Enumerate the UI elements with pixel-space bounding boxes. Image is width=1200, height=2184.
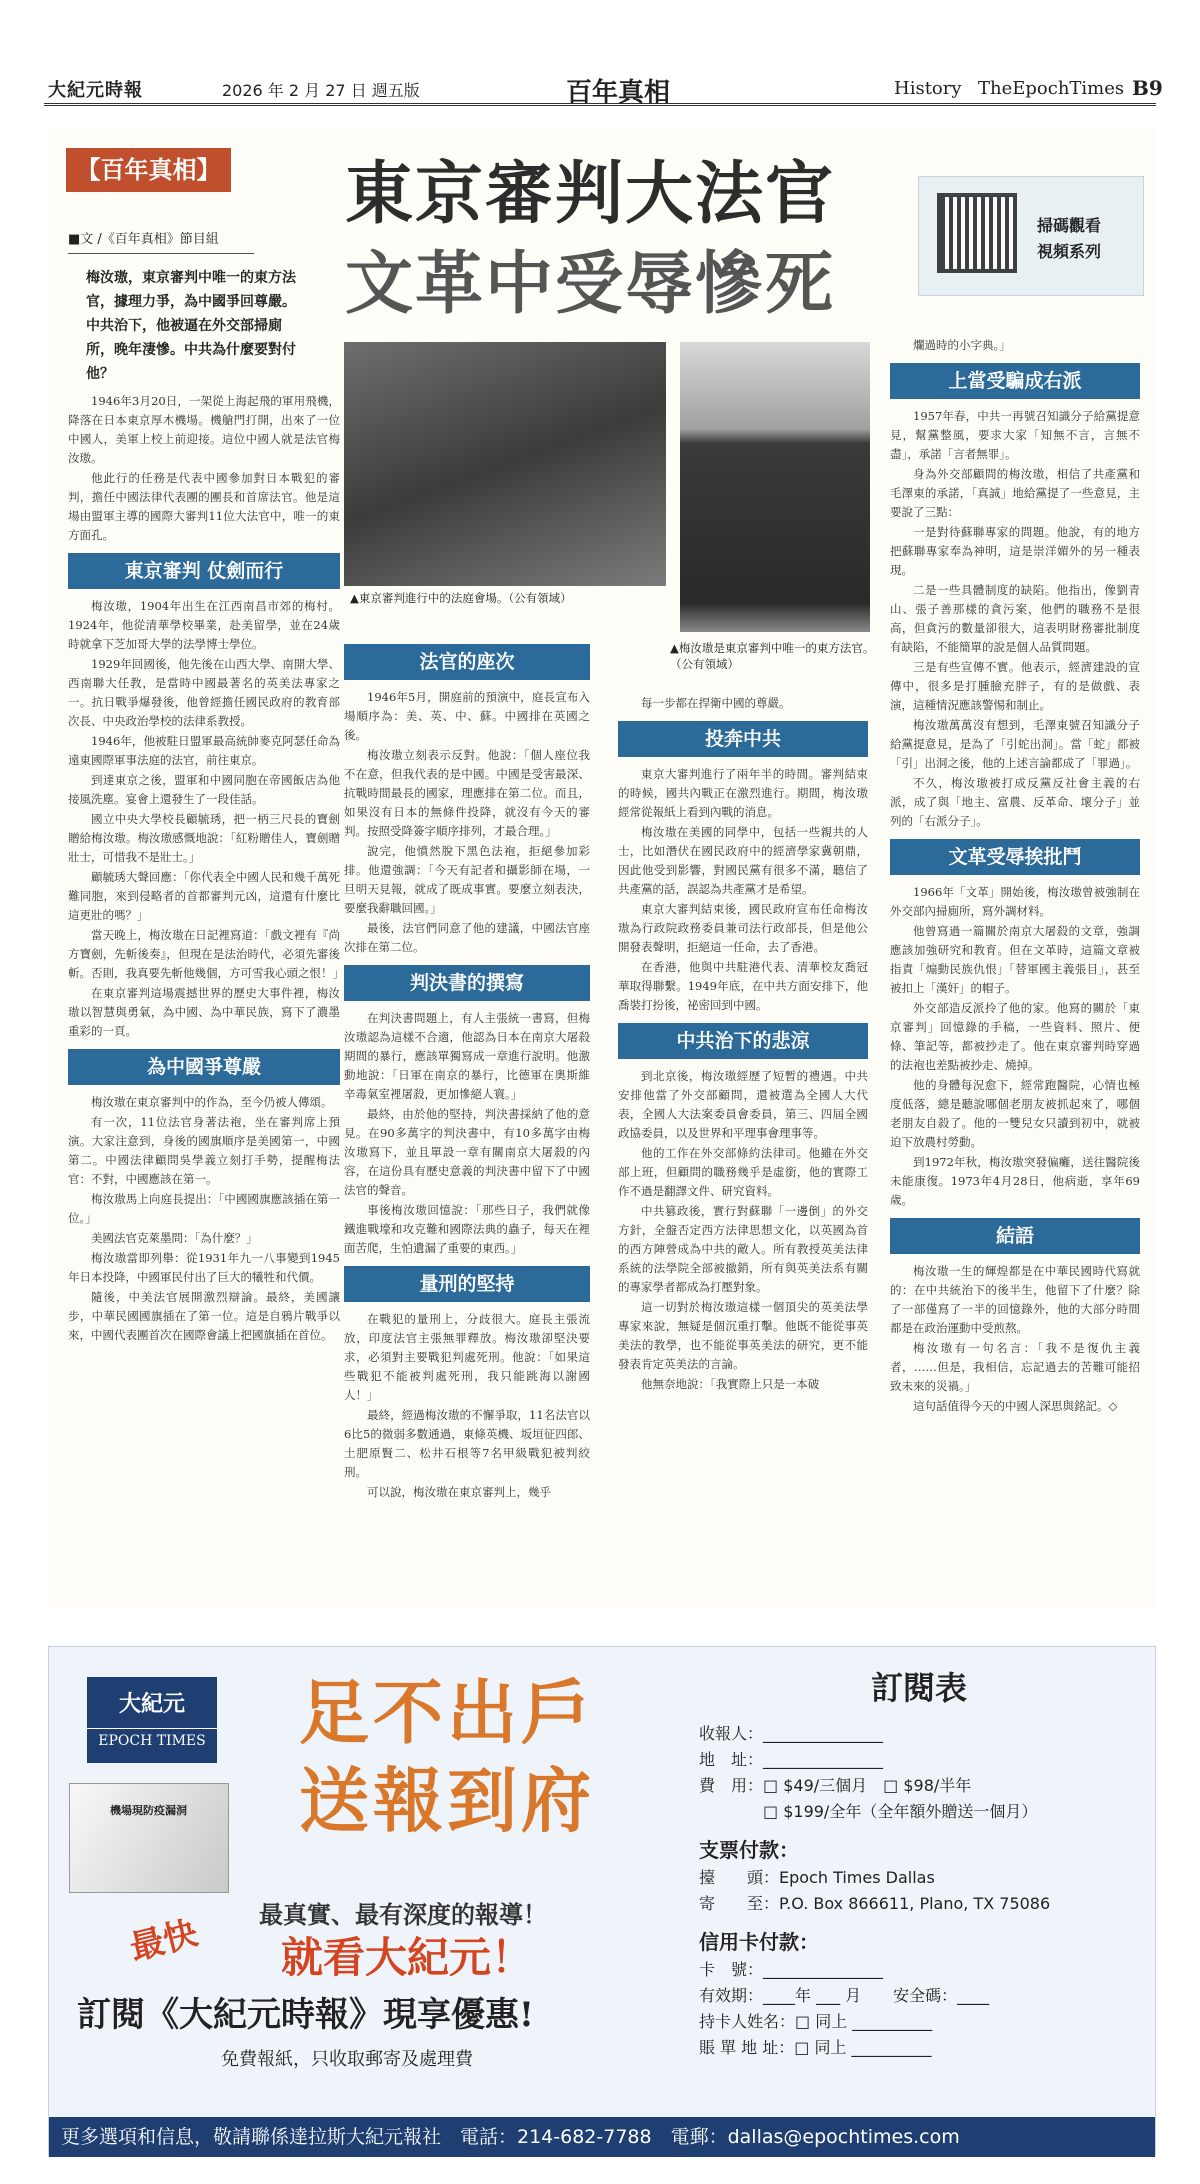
paragraph: 1929年回國後，他先後在山西大學、南開大學、西南聯大任教，是當時中國最著名的英美法專家之一。抗日戰爭爆發後，他曾經擔任國民政府的教育部次長、中央政治學校的法律系教授。 <box>68 657 340 728</box>
paragraph: 他此行的任務是代表中國參加對日本戰犯的審判，擔任中國法律代表團的團長和首席法官。他是這場由盟軍主導的國際大審判11位大法官中，唯一的東方面孔。 <box>68 471 340 542</box>
paragraph: 可以說，梅汝璈在東京審判上，幾乎 <box>367 1485 551 1499</box>
paragraph: 事後梅汝璈回憶說：「那些日子，我們就像鐵進戰壕和攻克難和國際法典的蟲子，每天在裡面苦爬，生怕遺漏了重要的東西。」 <box>344 1203 590 1255</box>
judge-portrait-photo <box>680 342 870 632</box>
form-row[interactable]: 持卡人姓名：□ 同上 __________ <box>699 2012 933 2031</box>
column-2 <box>344 636 590 1503</box>
paragraph: 1946年3月20日，一架從上海起飛的軍用飛機，降落在日本東京厚木機場。機艙門打開，出來了一位中國人，美軍上校上前迎接。這位中國人就是法官梅汝璈。 <box>68 394 340 465</box>
paragraph: 在香港，他與中共駐港代表、清華校友喬冠華取得聯繫。1949年底，在中共方面安排下，他喬裝打扮後，祕密回到中國。 <box>618 960 868 1012</box>
column-4 <box>890 336 1140 1417</box>
epoch-times-logo: 大紀元 EPOCH TIMES <box>87 1677 217 1763</box>
paragraph: 國立中央大學校長顧毓琇，把一柄三尺長的寶劍贈給梅汝璈。梅汝璈感慨地說：「紅粉贈佳人，寶劍贈壯士，可惜我不是壯士。」 <box>68 812 340 864</box>
card-payment-heading: 信用卡付款： <box>699 1930 819 1954</box>
form-row[interactable]: 地 址：_______________ <box>699 1750 884 1769</box>
paragraph: 這一切對於梅汝璈這樣一個頂尖的英美法學專家來說，無疑是個沉重打擊。他既不能從事英美法的教學，也不能從事英美法的研究，更不能發表肯定英美法的言論。 <box>618 1300 868 1371</box>
paragraph: 在判決書問題上，有人主張統一書寫，但梅汝璈認為這樣不合適，他認為日本在南京大屠殺期間的暴行，應該單獨寫成一章進行說明。他激動地說：「日軍在南京的暴行，比德軍在奧斯維辛毒氣室裡屠殺，更加慘絕人寰。」 <box>344 1011 590 1101</box>
paragraph: 在戰犯的量刑上，分歧很大。庭長主張流放，印度法官主張無罪釋放。梅汝璈卻堅決要求，必須對主要戰犯判處死刑。他說：「如果這些戰犯不能被判處死刑，我只能跳海以謝國人！」 <box>344 1312 590 1402</box>
form-row[interactable]: 寄 至：P.O. Box 866611, Plano, TX 75086 <box>699 1894 1051 1913</box>
paragraph: 東京大審判結束後，國民政府宣布任命梅汝璈為行政院政務委員兼司法行政部長，但是他公開發表聲明，拒絕這一任命，去了香港。 <box>618 902 868 954</box>
paragraph: 梅汝璈一生的輝煌都是在中華民國時代寫就的：在中共統治下的後半生，他留下了什麼？除了一部僅寫了一半的回憶錄外，他的大部分時間都是在政治運動中受煎熬。 <box>890 1264 1140 1335</box>
paragraph: 這句話值得今天的中國人深思與銘記。◇ <box>913 1399 1118 1413</box>
paragraph: 最後，法官們同意了他的建議，中國法官座次排在第二位。 <box>344 921 590 954</box>
paragraph: 1957年春，中共一再號召知識分子給黨提意見，幫黨整風，要求大家「知無不言，言無不盡」，承諾「言者無罪」。 <box>890 409 1140 461</box>
courtroom-photo <box>344 342 666 586</box>
paragraph: 最終，經過梅汝璈的不懈爭取，11名法官以6比5的微弱多數通過，東條英機、坂垣征四郎、土肥原賢二、松井石根等7名甲級戰犯被判絞刑。 <box>344 1408 590 1479</box>
paragraph: 最終，由於他的堅持，判決書採納了他的意見。在90多萬字的判決書中，有10多萬字由梅汝璈寫下，並且單設一章有關南京大屠殺的內容，在這份具有歷史意義的判決書中留下了中國法官的聲音。 <box>344 1107 590 1197</box>
slogan-fastest: 最快 <box>126 1913 202 1969</box>
qr-text: 掃碼觀看 視頻系列 <box>1037 216 1102 261</box>
history-label: History <box>894 78 962 99</box>
paragraph: 梅汝璈有一句名言：「我不是復仇主義者，……但是，我相信，忘記過去的苦難可能招致未來的災禍。」 <box>890 1341 1140 1393</box>
subheading: 結語 <box>890 1218 1140 1254</box>
check-payment-heading: 支票付款： <box>699 1838 799 1862</box>
paragraph: 1946年5月，開庭前的預演中，庭長宣布入場順序為：美、英、中、蘇。中國排在英國之後。 <box>344 690 590 742</box>
paragraph: 梅汝璈萬萬沒有想到，毛澤東號召知識分子給黨提意見，是為了「引蛇出洞」。當「蛇」都被「引」出洞之後，他的上述言論都成了「罪過」。 <box>890 718 1140 770</box>
subheading: 中共治下的悲涼 <box>618 1023 868 1059</box>
paragraph: 每一步都在捍衛中國的尊嚴。 <box>641 696 791 710</box>
headline-line-1: 東京審判大法官 <box>345 155 836 234</box>
paragraph: 美國法官克萊墨問：「為什麼？」 <box>91 1231 258 1245</box>
subheading: 量刑的堅持 <box>344 1266 590 1302</box>
form-row[interactable]: 賬 單 地 址：□ 同上 __________ <box>699 2038 932 2057</box>
newspaper-stack-image: 機場現防疫漏洞 <box>69 1783 229 1893</box>
paragraph: 梅汝璈馬上向庭長提出：「中國國旗應該插在第一位。」 <box>68 1192 340 1225</box>
paragraph: 梅汝璈立刻表示反對。他說：「個人座位我不在意，但我代表的是中國。中國是受害最深、抗戰時間最長的國家，理應排在第二位。而且，如果沒有日本的無條件投降，就沒有今天的審判。按照受降簽字順序排列，才最合理。」 <box>344 748 590 838</box>
form-row[interactable]: 擡 頭：Epoch Times Dallas <box>699 1868 935 1887</box>
column-1 <box>68 392 344 1346</box>
paragraph: 身為外交部顧問的梅汝璈，相信了共產黨和毛澤東的承諾，「真誠」地給黨提了一些意見，主要說了三點： <box>890 467 1140 519</box>
paragraph: 顧毓琇大聲回應：「你代表全中國人民和幾千萬死難同胞，來到侵略者的首都審判元凶，這還有什麼比這更壯的嗎？」 <box>68 870 340 922</box>
paragraph: 在東京審判這場震撼世界的歷史大事件裡，梅汝璈以智慧與勇氣，為中國、為中華民族，寫下了濃墨重彩的一頁。 <box>68 986 340 1038</box>
photo1-caption: ▲東京審判進行中的法庭會場。（公有領域） <box>350 591 572 605</box>
paragraph: 梅汝璈在美國的同學中，包括一些親共的人士，比如潛伏在國民政府中的經濟學家冀朝鼎，因此他受到影響，對國民黨有很多不滿，聽信了共產黨的話，誤認為共產黨才是希望。 <box>618 825 868 896</box>
form-row[interactable]: 收報人：_______________ <box>699 1724 884 1743</box>
page-header <box>44 72 1163 108</box>
slogan-2: 就看大紀元！ <box>281 1933 534 1982</box>
photo2-caption: ▲梅汝璈是東京審判中唯一的東方法官。（公有領域） <box>670 641 875 671</box>
paragraph: 二是一些具體制度的缺陷。他指出，像劉青山、張子善那樣的貪污案，他們的職務不是很高，但貪污的數量卻很大，這表明財務審批制度有缺陷，不能簡單的說是個人品質問題。 <box>890 583 1140 654</box>
paragraph: 到北京後，梅汝璈經歷了短暫的禮遇。中共安排他當了外交部顧問，還被選為全國人大代表，全國人大法案委員會委員，第三、四屆全國政協委員，以及世界和平理事會理事等。 <box>618 1069 868 1140</box>
paragraph: 三是有些宣傳不實。他表示，經濟建設的宣傳中，很多是打腫臉充胖子，有的是做戲、表演，這種情況應該警惕和制止。 <box>890 660 1140 712</box>
subheading: 上當受騙成右派 <box>890 363 1140 399</box>
form-row[interactable]: 卡 號：_______________ <box>699 1960 884 1979</box>
form-row[interactable]: □ $199/全年（全年額外贈送一個月） <box>699 1802 1038 1821</box>
subheading: 判決書的撰寫 <box>344 965 590 1001</box>
paragraph: 爛過時的小字典。」 <box>913 338 1011 352</box>
paragraph: 說完，他憤然脫下黑色法袍，拒絕參加彩排。他還強調：「今天有記者和攝影師在場，一旦明天見報，就成了既成事實。要麼立刻表決，要麼我辭職回國。」 <box>344 844 590 915</box>
slogan-4: 免費報紙，只收取郵寄及處理費 <box>221 2049 473 2070</box>
paragraph: 梅汝璈在東京審判中的作為，至今仍被人傳頌。 <box>91 1095 333 1109</box>
paragraph: 當天晚上，梅汝璈在日記裡寫道：「戲文裡有『尚方寶劍，先斬後奏』，但現在是法治時代，必須先審後斬。否則，我真要先斬他幾個，方可雪我心頭之恨！」 <box>68 928 344 980</box>
newspaper-logo: 大紀元時報 <box>48 80 143 101</box>
headline <box>345 150 835 330</box>
subscription-form[interactable] <box>699 1663 1139 2061</box>
paragraph: 到達東京之後，盟軍和中國同胞在帝國飯店為他接風洗塵。宴會上還發生了一段佳話。 <box>68 773 340 806</box>
paragraph: 中共篡政後，實行對蘇聯「一邊倒」的外交方針，全盤否定西方法律思想文化，以英國為首的西方陣營成為中共的敵人。所有教授英美法律系統的法學院全部被撤銷，所有與英美法系有關的專家學者都成為打壓對象。 <box>618 1204 868 1294</box>
paragraph: 梅汝璈當即列舉：從1931年九一八事變到1945年日本投降，中國軍民付出了巨大的犧牲和代價。 <box>68 1251 340 1284</box>
paragraph: 有一次，11位法官身著法袍，坐在審判席上預演。大家注意到，身後的國旗順序是美國第一，中國第二。中國法律顧問吳學義立刻打手勢，提醒梅法官：不對，中國應該在第一。 <box>68 1115 340 1186</box>
subheading: 法官的座次 <box>344 644 590 680</box>
headline-line-2: 文革中受辱慘死 <box>345 245 836 324</box>
paragraph: 1966年「文革」開始後，梅汝璈曾被強制在外交部內掃廁所，寫外調材料。 <box>890 885 1140 918</box>
subheading: 投奔中共 <box>618 721 868 757</box>
paragraph: 一是對待蘇聯專家的問題。他說，有的地方把蘇聯專家奉為神明，這是崇洋媚外的另一種表現。 <box>890 525 1140 577</box>
contact-bar: 更多選項和信息，敬請聯係達拉斯大紀元報社 電話：214-682-7788 電郵：dallas@epochtimes.com <box>49 2117 1155 2157</box>
byline: ■文 /《百年真相》節目組 <box>68 228 254 254</box>
slogan-1: 最真實、最有深度的報導！ <box>259 1901 547 1929</box>
section-name: 百年真相 <box>566 78 671 108</box>
page-number: B9 <box>1132 76 1163 100</box>
paragraph: 梅汝璈，1904年出生在江西南昌市郊的梅村。1924年，他從清華學校畢業，赴美留學，並在24歲時就拿下芝加哥大學的法學博士學位。 <box>68 599 340 651</box>
paragraph: 他的工作在外交部條約法律司。他雖在外交部上班，但顧問的職務幾乎是虛銜，他的實際工作不過是翻譯文件、研究資料。 <box>618 1146 868 1198</box>
brand-label: TheEpochTimes <box>978 78 1125 99</box>
qr-box[interactable] <box>918 176 1144 296</box>
paragraph: 隨後，中美法官展開激烈辯論。最終，美國讓步，中華民國國旗插在了第一位。這是自鴉片戰爭以來，中國代表團首次在國際會議上把國旗插在首位。 <box>68 1290 340 1342</box>
paragraph: 不久，梅汝璈被打成反黨反社會主義的右派，成了與「地主、富農、反革命、壞分子」並列的「右派分子」。 <box>890 776 1140 828</box>
ad-headline: 足不出戶 送報到府 <box>299 1671 595 1842</box>
column-tag: 【百年真相】 <box>66 148 231 192</box>
subheading: 為中國爭尊嚴 <box>68 1049 340 1085</box>
form-title: 訂閱表 <box>870 1669 967 1707</box>
form-row[interactable]: 費 用：□ $49/三個月 □ $98/半年 <box>699 1776 972 1795</box>
paragraph: 外交部造反派拎了他的家。他寫的關於「東京審判」回憶錄的手稿，一些資料、照片、便條、筆記等，都被抄走了。他在東京審判時穿過的法袍也差點被抄走、燒掉。 <box>890 1001 1140 1072</box>
lead-summary: 梅汝璈，東京審判中唯一的東方法官，據理力爭，為中國爭回尊嚴。中共治下，他被逼在外交部掃廁所，晚年淒慘。中共為什麼要對付他？ <box>86 270 296 382</box>
column-3 <box>618 694 868 1395</box>
paragraph: 他曾寫過一篇關於南京大屠殺的文章，強調應該加強研究和教育。但在文革時，這篇文章被指責「煽動民族仇恨」「替軍國主義張目」，甚至被扣上「漢奸」的帽子。 <box>890 924 1140 995</box>
subheading: 文革受辱挨批鬥 <box>890 839 1140 875</box>
paragraph: 1946年，他被駐日盟軍最高統帥麥克阿瑟任命為遠東國際軍事法庭的法官，前往東京。 <box>68 734 340 767</box>
paragraph: 東京大審判進行了兩年半的時間。審判結束的時候，國共內戰正在激烈進行。期間，梅汝璈經常從報紙上看到內戰的消息。 <box>618 767 868 819</box>
slogan-3: 訂閱《大紀元時報》現享優惠! <box>77 1995 534 2035</box>
subscription-ad <box>48 1646 1156 2156</box>
subheading: 東京審判 仗劍而行 <box>68 553 340 589</box>
form-row[interactable]: 有效期：____年 ___ 月 安全碼：____ <box>699 1986 990 2005</box>
issue-date: 2026 年 2 月 27 日 週五版 <box>222 81 420 100</box>
qr-code-icon[interactable] <box>937 193 1017 273</box>
paragraph: 到1972年秋，梅汝璈突發偏癱，送往醫院後未能康復。1973年4月28日，他病逝，享年69歲。 <box>890 1155 1140 1207</box>
paragraph: 他的身體每況愈下，經常跑醫院，心情也極度低落，總是聽說哪個老朋友被抓起來了，哪個老朋友自殺了。他的一雙兒女只讀到初中，就被迫下放農村勞動。 <box>890 1078 1140 1149</box>
paragraph: 他無奈地說：「我實際上只是一本破 <box>641 1377 820 1391</box>
